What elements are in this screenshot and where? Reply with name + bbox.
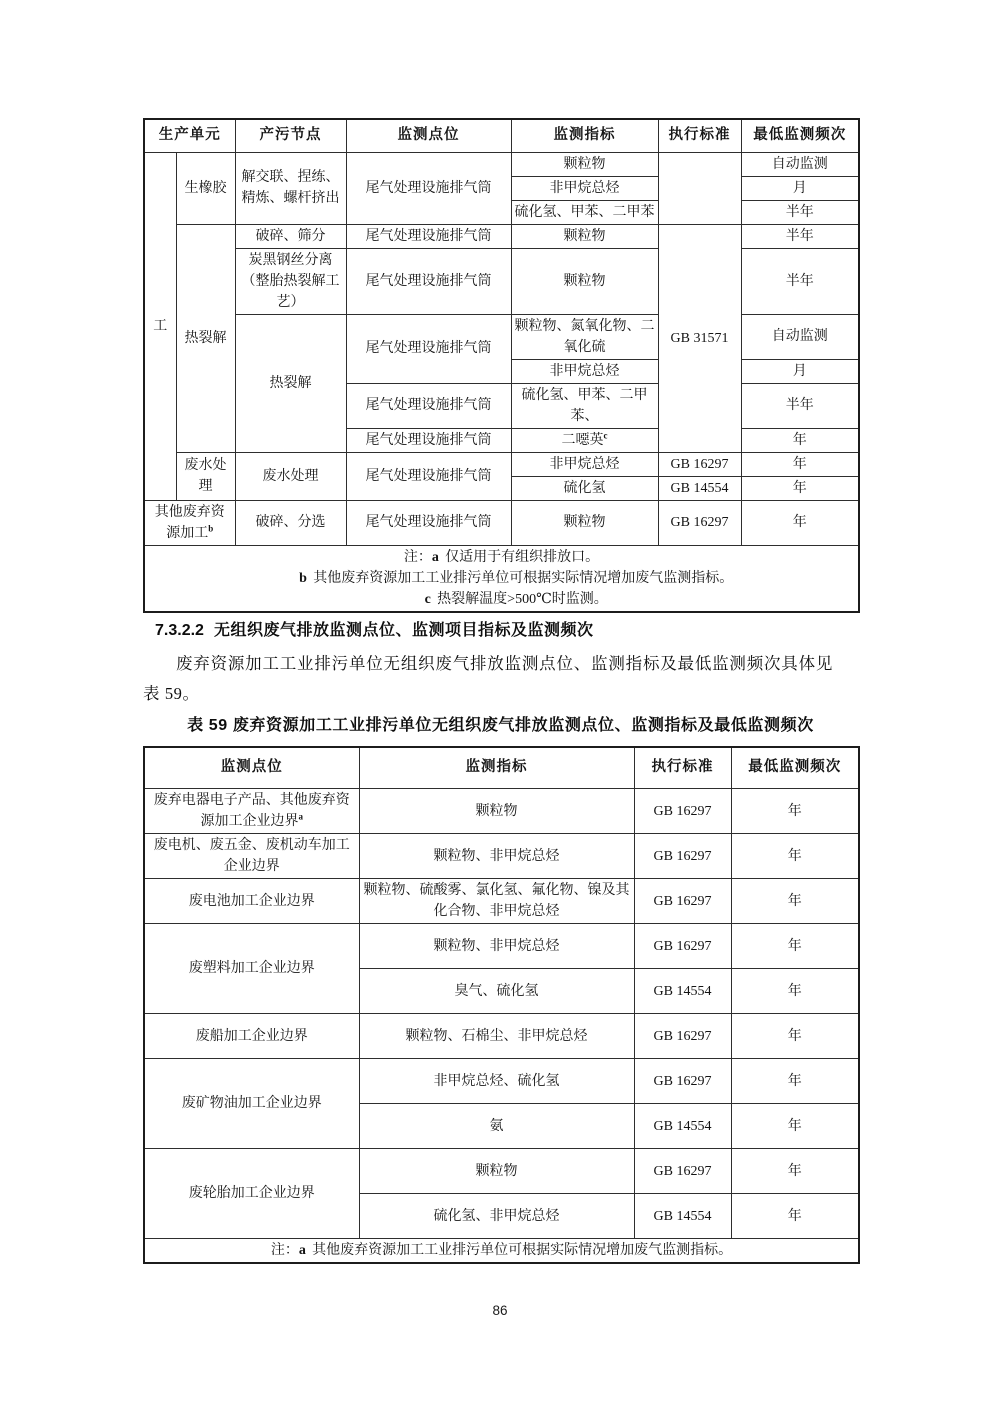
table-cell: 尾气处理设施排气筒 — [346, 428, 511, 452]
table-cell: GB 16297 — [634, 1014, 731, 1059]
page-number: 86 — [492, 1303, 508, 1318]
table-cell: GB 16297 — [634, 789, 731, 834]
table-cell: 颗粒物 — [511, 152, 658, 176]
table-cell: 年 — [731, 1014, 859, 1059]
table-cell: 年 — [731, 1149, 859, 1194]
table-cell — [658, 152, 741, 224]
table-cell: 非甲烷总烃 — [511, 176, 658, 200]
table-cell: 尾气处理设施排气筒 — [346, 452, 511, 500]
table-cell: 颗粒物 — [511, 224, 658, 248]
table-organized-emissions — [143, 118, 860, 613]
table-cell: 破碎、筛分 — [235, 224, 346, 248]
table-cell: 非甲烷总烃、硫化氢 — [359, 1059, 634, 1104]
note-mark: a — [298, 1243, 306, 1258]
table-cell: 废电机、废五金、废机动车加工企业边界 — [144, 834, 359, 879]
table-cell: GB 16297 — [634, 1149, 731, 1194]
table-cell: 热裂解 — [176, 224, 235, 452]
table-cell: 其他废弃资源加工$^b$ — [144, 500, 235, 545]
column-header: 监测指标 — [511, 119, 658, 152]
table-cell: 尾气处理设施排气筒 — [346, 224, 511, 248]
table-cell: 半年 — [741, 248, 859, 314]
table-cell: 臭气、硫化氢 — [359, 969, 634, 1014]
table-cell: 尾气处理设施排气筒 — [346, 500, 511, 545]
table-cell: 炭黑钢丝分离（整胎热裂解工艺） — [235, 248, 346, 314]
table-cell: 颗粒物 — [511, 500, 658, 545]
table-cell: GB 14554 — [634, 1194, 731, 1239]
column-header: 执行标准 — [634, 747, 731, 789]
table-cell: 年 — [731, 1194, 859, 1239]
table-cell: GB 16297 — [658, 500, 741, 545]
table-cell: GB 16297 — [658, 452, 741, 476]
table-cell: 自动监测 — [741, 152, 859, 176]
section-heading — [155, 617, 915, 640]
table-cell: 年 — [741, 476, 859, 500]
table-cell: 硫化氢、非甲烷总烃 — [359, 1194, 634, 1239]
superscript-note-ref: c — [603, 430, 608, 441]
table-cell: 废水处理 — [176, 452, 235, 500]
note-mark: a — [431, 549, 439, 565]
table-cell: 废电池加工企业边界 — [144, 879, 359, 924]
column-header: 产污节点 — [235, 119, 346, 152]
table-cell: 废水处理 — [235, 452, 346, 500]
table-cell: 氨 — [359, 1104, 634, 1149]
table-cell: 尾气处理设施排气筒 — [346, 152, 511, 224]
table-cell: 年 — [731, 879, 859, 924]
notes-prefix: 注： — [403, 549, 432, 565]
notes-prefix: 注： — [270, 1243, 299, 1258]
table-cell: 颗粒物、氮氧化物、二氧化硫 — [511, 314, 658, 359]
table-cell: 破碎、分选 — [235, 500, 346, 545]
table-cell: 尾气处理设施排气筒 — [346, 383, 511, 428]
table-cell: 废弃电器电子产品、其他废弃资源加工企业边界$^a$ — [144, 789, 359, 834]
column-header: 生产单元 — [144, 119, 235, 152]
table-cell: GB 31571 — [658, 224, 741, 452]
table-note-line: c 热裂解温度>500℃时监测。 — [424, 591, 608, 607]
table-notes — [144, 1239, 859, 1264]
table-cell: 颗粒物、非甲烷总烃 — [359, 834, 634, 879]
table-cell: 非甲烷总烃 — [511, 359, 658, 383]
column-header: 监测点位 — [144, 747, 359, 789]
table-cell: 年 — [731, 969, 859, 1014]
table-cell: 年 — [731, 834, 859, 879]
fugitive-emission-monitoring-table — [143, 746, 860, 1264]
table2-caption: 表 59 废弃资源加工工业排污单位无组织废气排放监测点位、监测指标及最低监测频次 — [187, 717, 814, 734]
table-cell: 硫化氢、甲苯、二甲苯、 — [511, 383, 658, 428]
table-cell: 颗粒物 — [511, 248, 658, 314]
table-cell: 月 — [741, 359, 859, 383]
table-cell: 半年 — [741, 224, 859, 248]
table-cell: 生橡胶 — [176, 152, 235, 224]
table-cell: 废矿物油加工企业边界 — [144, 1059, 359, 1149]
table-cell: 尾气处理设施排气筒 — [346, 314, 511, 383]
column-header: 最低监测频次 — [731, 747, 859, 789]
table-cell: 月 — [741, 176, 859, 200]
table-cell: 硫化氢 — [511, 476, 658, 500]
table-cell: 年 — [731, 789, 859, 834]
table-cell: 年 — [741, 428, 859, 452]
table-fugitive-emissions — [143, 746, 860, 1264]
table-cell: 半年 — [741, 383, 859, 428]
table-cell: 硫化氢、甲苯、二甲苯 — [511, 200, 658, 224]
body-paragraph: 废弃资源加工工业排污单位无组织废气排放监测点位、监测指标及最低监测频次具体见表 59。 — [143, 654, 833, 703]
table-cell: 颗粒物、非甲烷总烃 — [359, 924, 634, 969]
table-cell: GB 16297 — [634, 924, 731, 969]
column-header: 最低监测频次 — [741, 119, 859, 152]
table-cell: 年 — [731, 924, 859, 969]
table-cell: GB 16297 — [634, 1059, 731, 1104]
column-header: 监测指标 — [359, 747, 634, 789]
table-notes — [144, 545, 859, 612]
table-cell: 废轮胎加工企业边界 — [144, 1149, 359, 1239]
table-cell: 颗粒物、硫酸雾、氯化氢、氟化物、镍及其化合物、非甲烷总烃 — [359, 879, 634, 924]
table-cell: 工 — [144, 152, 176, 500]
table-cell: 废船加工企业边界 — [144, 1014, 359, 1059]
table-cell: 颗粒物 — [359, 1149, 634, 1194]
section-title: 无组织废气排放监测点位、监测项目指标及监测频次 — [213, 622, 594, 639]
stack-emission-monitoring-table — [143, 118, 860, 613]
column-header: 执行标准 — [658, 119, 741, 152]
table-cell: GB 16297 — [634, 834, 731, 879]
column-header: 监测点位 — [346, 119, 511, 152]
table-cell: 自动监测 — [741, 314, 859, 359]
table-cell: 年 — [741, 500, 859, 545]
table-cell: 颗粒物、石棉尘、非甲烷总烃 — [359, 1014, 634, 1059]
table-cell: 废塑料加工企业边界 — [144, 924, 359, 1014]
table-cell: 尾气处理设施排气筒 — [346, 248, 511, 314]
superscript-note-ref: b — [208, 523, 214, 534]
table-cell: GB 14554 — [634, 969, 731, 1014]
section-number: 7.3.2.2 — [155, 622, 204, 639]
table-cell: GB 14554 — [658, 476, 741, 500]
table-note-line: 注：a 仅适用于有组织排放口。 — [403, 549, 600, 565]
table-cell: 热裂解 — [235, 314, 346, 452]
note-mark: b — [299, 570, 307, 586]
table-note-line: b 其他废弃资源加工工业排污单位可根据实际情况增加废气监测指标。 — [299, 570, 734, 586]
superscript-note-ref: a — [298, 811, 303, 822]
table-cell: 非甲烷总烃 — [511, 452, 658, 476]
table-note-line: 注：a 其他废弃资源加工工业排污单位可根据实际情况增加废气监测指标。 — [270, 1243, 733, 1258]
table-cell: 半年 — [741, 200, 859, 224]
table-cell: 解交联、捏练、精炼、螺杆挤出 — [235, 152, 346, 224]
table-cell: GB 14554 — [634, 1104, 731, 1149]
table-cell: 二噁英$^c$ — [511, 428, 658, 452]
table-cell: 年 — [731, 1059, 859, 1104]
table-cell: 年 — [731, 1104, 859, 1149]
note-mark: c — [424, 591, 431, 607]
table-cell: 颗粒物 — [359, 789, 634, 834]
table-cell: GB 16297 — [634, 879, 731, 924]
table-cell: 年 — [741, 452, 859, 476]
